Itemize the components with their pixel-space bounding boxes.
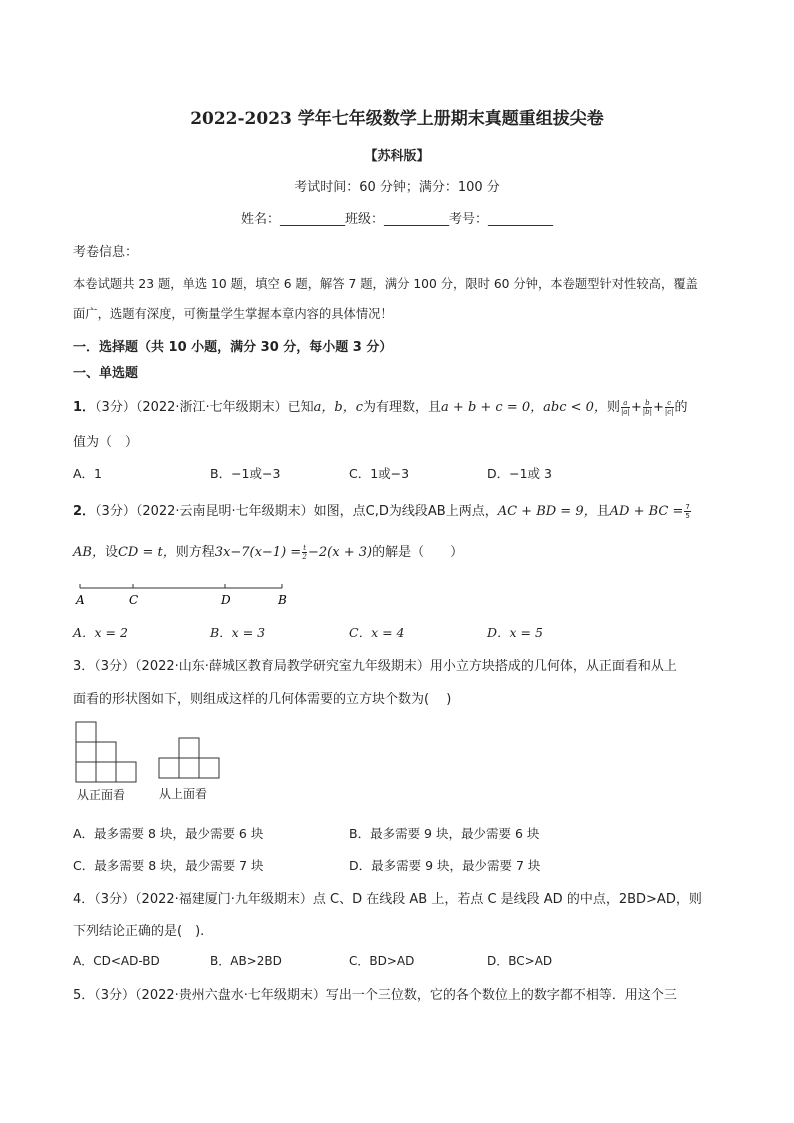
question-1-then: 则	[606, 400, 620, 415]
question-2-equation-left: 3x−7(x−1) =	[214, 545, 302, 560]
cube-square	[159, 758, 179, 778]
front-view-figure	[74, 720, 140, 784]
cube-square	[96, 762, 116, 782]
question-2-and: 且	[596, 504, 610, 519]
question-2-line-2	[73, 541, 463, 561]
label-a: A	[76, 593, 85, 607]
cube-square	[116, 762, 136, 782]
label-d: D	[221, 593, 231, 607]
q2-option-b[interactable]: B．x = 3	[210, 625, 266, 640]
top-view-figure	[156, 736, 224, 782]
section-heading: 一．选择题（共 10 小题，满分 30 分，每小题 3 分）	[73, 340, 393, 355]
question-2-let: 设	[104, 545, 118, 560]
q3-option-c[interactable]: C．最多需要 8 块，最少需要 7 块	[73, 858, 264, 873]
q1-option-d[interactable]: D．−1或 3	[487, 466, 552, 481]
fraction-t-half: $\frac{t}{2}$	[302, 544, 307, 561]
cube-square	[76, 762, 96, 782]
question-2-eq2: AD + BC =	[609, 504, 684, 519]
cube-square	[179, 738, 199, 758]
cube-square	[96, 742, 116, 762]
question-2-line-1	[73, 500, 692, 520]
question-1-source: （3分）（2022·浙江·七年级期末）已知	[95, 400, 314, 415]
info-heading: 考卷信息：	[73, 245, 139, 260]
question-2-equation-right: −2(x + 3)	[308, 545, 373, 560]
q1-option-a[interactable]: A．1	[73, 466, 103, 481]
info-line-2: 面广，选题有深度，可衡量学生掌握本章内容的具体情况！	[73, 307, 393, 321]
cube-square	[199, 758, 219, 778]
question-2-text: （3分）（2022·云南昆明·七年级期末）如图，点C,D为线段AB上两点，	[95, 504, 498, 519]
question-2-ab: AB，	[73, 545, 105, 560]
label-c: C	[129, 593, 139, 607]
fraction-a: $\frac{a}{|a|}$	[620, 399, 630, 416]
question-2-number: 2．	[73, 504, 96, 519]
question-1-line-1	[73, 396, 688, 416]
fraction-c: $\frac{c}{|c|}$	[664, 399, 674, 416]
question-3-line-1: 3．（3分）（2022·山东·薛城区教育局教学研究室九年级期末）用小立方块搭成的几何体，从正面看和从上	[73, 659, 677, 674]
question-3-line-2: 面看的形状图如下，则组成这样的几何体需要的立方块个数为( )	[73, 692, 452, 707]
question-1-line-2: 值为（ ）	[73, 435, 139, 450]
q4-option-c[interactable]: C．BD>AD	[349, 954, 415, 968]
q4-option-b[interactable]: B．AB>2BD	[210, 954, 282, 968]
q3-option-d[interactable]: D．最多需要 9 块，最少需要 7 块	[349, 858, 541, 873]
cube-square	[179, 758, 199, 778]
page-title: 2022-2023 学年七年级数学上册期末真题重组拔尖卷	[190, 109, 604, 129]
q3-option-b[interactable]: B．最多需要 9 块，最少需要 6 块	[349, 826, 540, 841]
question-1-vars: a，b，c	[313, 400, 364, 415]
section-subheading: 一、单选题	[73, 366, 139, 381]
q1-option-b[interactable]: B．−1或−3	[210, 466, 281, 481]
question-1-condition: a + b + c = 0，abc < 0，	[441, 400, 607, 415]
q2-option-a[interactable]: A．x = 2	[73, 625, 128, 640]
question-2-equation-label: 则方程	[175, 545, 215, 560]
student-info-line: 姓名：__________班级：__________考号：__________	[240, 212, 553, 227]
q3-option-a[interactable]: A．最多需要 8 块，最少需要 6 块	[73, 826, 264, 841]
edition-label: 【苏科版】	[364, 149, 430, 164]
q1-option-c[interactable]: C．1或−3	[349, 466, 410, 481]
plus-sign: +	[652, 400, 664, 415]
question-2-eq1: AC + BD = 9，	[497, 504, 597, 519]
plus-sign: +	[630, 400, 642, 415]
front-view-label: 从正面看	[77, 788, 126, 802]
info-line-1: 本卷试题共 23 题，单选 10 题，填空 6 题，解答 7 题，满分 100 分，限时 60 分钟，本卷题型针对性较高，覆盖	[73, 277, 698, 291]
question-1-number: 1．	[73, 400, 96, 415]
question-2-cd: CD = t，	[117, 545, 176, 560]
q4-option-a[interactable]: A．CD<AD-BD	[73, 954, 160, 968]
question-2-tail: 的解是（ ）	[372, 545, 464, 560]
question-1-text: 为有理数，且	[363, 400, 442, 415]
top-view-label: 从上面看	[159, 787, 208, 801]
q2-option-c[interactable]: C．x = 4	[349, 625, 405, 640]
exam-time: 考试时间：60 分钟；满分：100 分	[294, 180, 500, 195]
label-b: B	[278, 593, 287, 607]
segment-figure	[70, 580, 300, 610]
cube-square	[76, 722, 96, 742]
question-4-line-1: 4．（3分）（2022·福建厦门·九年级期末）点 C、D 在线段 AB 上，若点 C 是线段 AD 的中点，2BD>AD，则	[73, 892, 702, 907]
fraction-seven-fifths: $\frac{7}{5}$	[685, 503, 690, 520]
question-1-tail: 的	[674, 400, 688, 415]
question-5-line-1: 5．（3分）（2022·贵州六盘水·七年级期末）写出一个三位数，它的各个数位上的数字都不相等．用这个三	[73, 988, 677, 1003]
q2-option-d[interactable]: D．x = 5	[487, 625, 543, 640]
fraction-b: $\frac{b}{|b|}$	[642, 399, 652, 416]
cube-square	[76, 742, 96, 762]
q4-option-d[interactable]: D．BC>AD	[487, 954, 553, 968]
question-4-line-2: 下列结论正确的是( ).	[73, 924, 205, 939]
